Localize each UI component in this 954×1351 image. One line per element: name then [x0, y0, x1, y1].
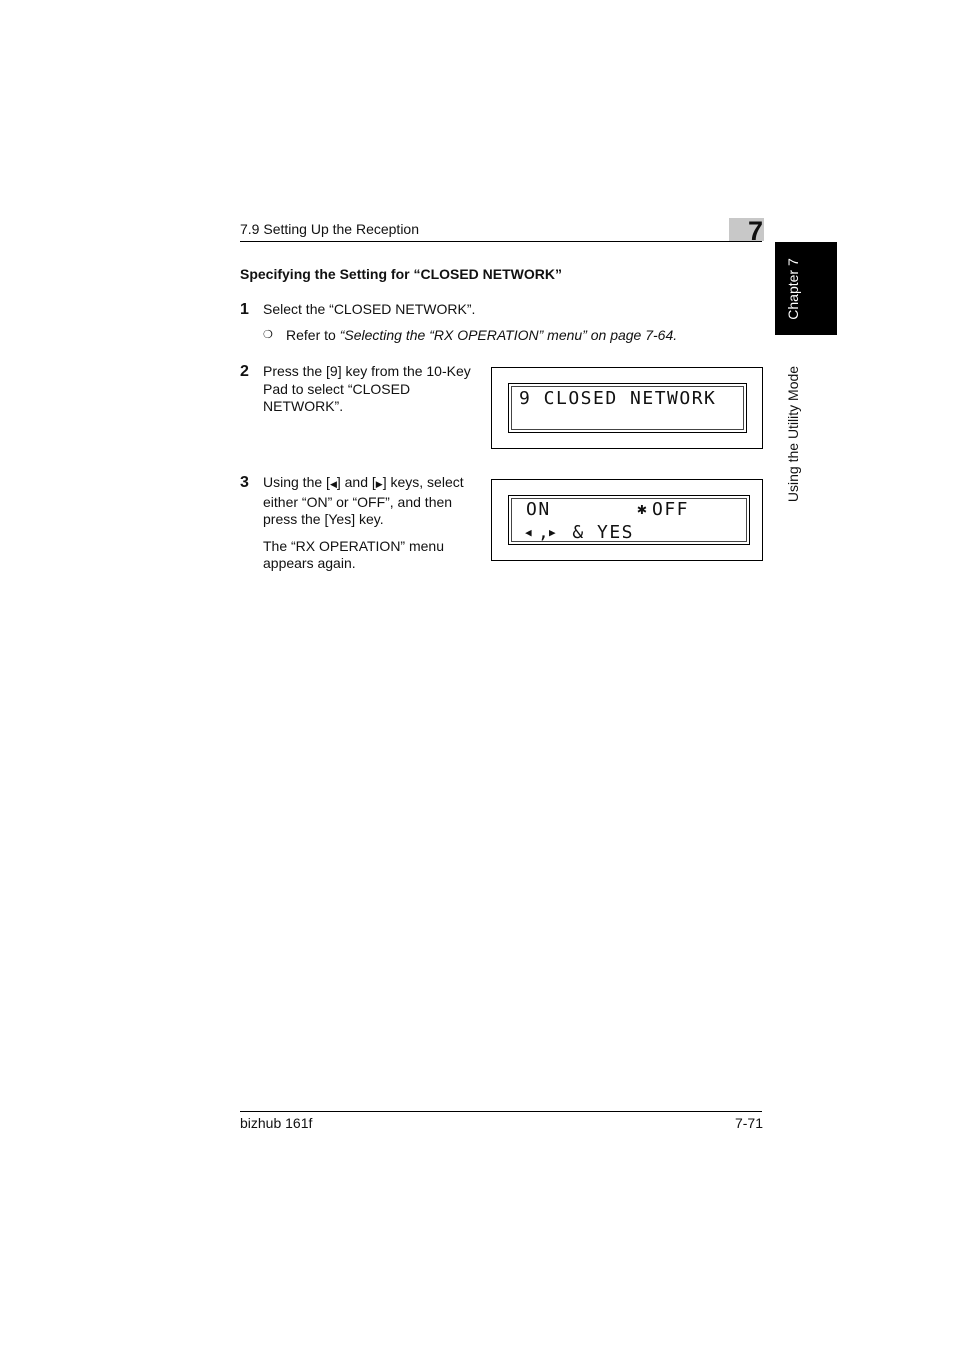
running-header: 7.9 Setting Up the Reception [240, 221, 420, 237]
note-text [286, 327, 677, 345]
step-text-line: Press the [9] key from the 10-Key [263, 363, 471, 379]
footer-rule [240, 1111, 762, 1112]
step-text-line: either “ON” or “OFF”, and then [263, 493, 453, 510]
right-arrow-icon: ▶ [375, 479, 383, 489]
note-prefix: Refer to [286, 327, 340, 343]
chapter-number-box [729, 216, 764, 246]
lcd-right-arrow-icon: ▶ [549, 526, 558, 539]
lcd-separator: , [538, 522, 551, 543]
note-reference-link[interactable]: “Selecting the “RX OPERATION” menu” on page 7-64. [339, 327, 678, 343]
chapter-tab-label: Chapter 7 [785, 258, 801, 320]
footer-model: bizhub 161f [240, 1115, 313, 1131]
footer-page-number: 7-71 [734, 1115, 763, 1131]
lcd-display-panel [491, 479, 763, 561]
step-text-line: NETWORK”. [263, 398, 344, 414]
result-text-line: appears again. [263, 555, 356, 571]
step-text [263, 474, 488, 573]
section-title: Specifying the Setting for “CLOSED NETWORK” [240, 266, 563, 282]
text-fragment: ] keys, select [382, 474, 464, 490]
chapter-tab [775, 242, 837, 335]
lcd-yes-prompt: & YES [560, 522, 635, 543]
selected-asterisk-icon: ✱ [637, 499, 649, 518]
step-number: 2 [240, 363, 249, 380]
text-fragment: ] and [ [336, 474, 376, 490]
lcd-option-on: ON [526, 499, 551, 520]
lcd-line: 9 CLOSED NETWORK [519, 388, 717, 409]
lcd-left-arrow-icon: ◀ [525, 526, 534, 539]
lcd-option-off: OFF [652, 499, 690, 520]
lcd-screen [508, 495, 750, 545]
note-bullet: ❍ [263, 329, 273, 341]
step-text-line [263, 474, 488, 494]
header-rule [240, 241, 762, 242]
step-number: 3 [240, 474, 249, 491]
chapter-number: 7 [747, 216, 763, 246]
step-text: Select the “CLOSED NETWORK”. [263, 301, 476, 317]
step-text-line: press the [Yes] key. [263, 511, 384, 527]
chapter-side-title-text: Using the Utility Mode [785, 365, 801, 503]
step-text-line: Pad to select “CLOSED [263, 380, 411, 397]
left-arrow-icon: ◀ [329, 479, 337, 489]
lcd-screen [508, 383, 747, 433]
step-number: 1 [240, 301, 249, 318]
text-fragment: Using the [ [263, 474, 330, 490]
result-text-line: The “RX OPERATION” menu [263, 537, 445, 554]
step-text [263, 363, 488, 416]
lcd-display-panel [491, 367, 763, 449]
